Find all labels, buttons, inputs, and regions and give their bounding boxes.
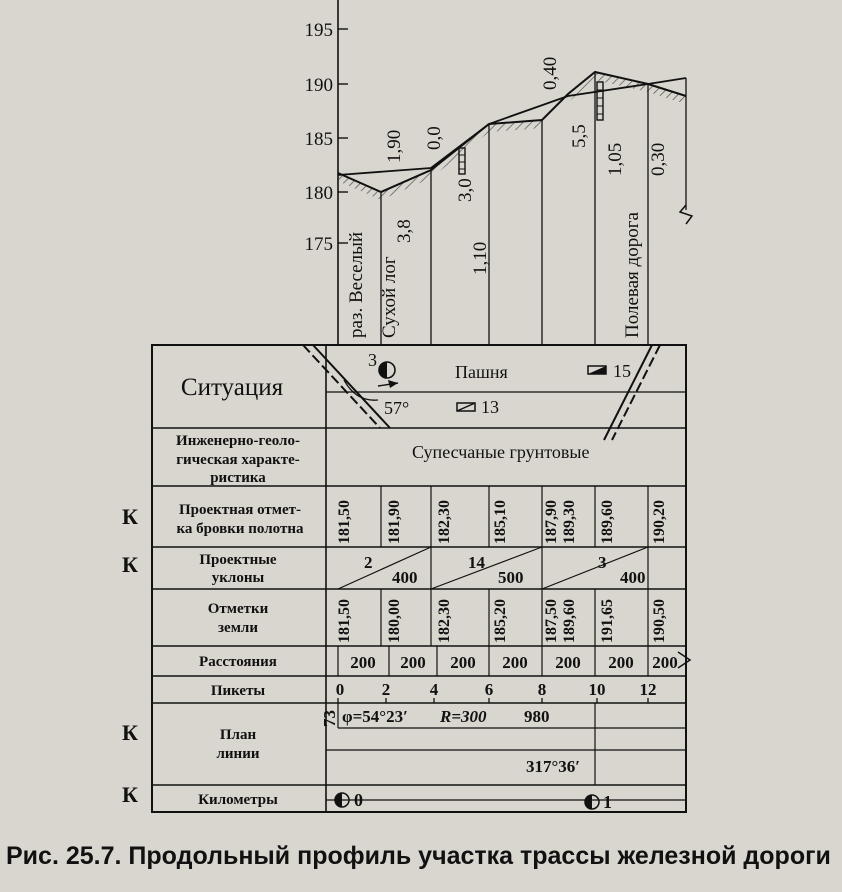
ground-value: 180,00 bbox=[386, 599, 403, 643]
plan-angle: φ=54°23′ bbox=[342, 707, 408, 726]
point-number: 3 bbox=[368, 350, 377, 370]
ground-value: 191,65 bbox=[599, 599, 616, 643]
geology-value: Супесчаные грунтовые bbox=[412, 442, 590, 462]
k-letter: К bbox=[122, 552, 138, 577]
distance-value: 200 bbox=[400, 653, 426, 672]
slope-length: 500 bbox=[498, 568, 524, 587]
design-mark: 190,20 bbox=[651, 500, 668, 544]
ground-marks-label: Отметки bbox=[207, 601, 269, 617]
slope-grade: 14 bbox=[468, 553, 485, 572]
work-mark: 1,90 bbox=[384, 129, 405, 163]
picket-number: 12 bbox=[639, 680, 657, 699]
field-name: Пашня bbox=[455, 362, 508, 382]
marker-13-label: 13 bbox=[481, 397, 499, 417]
design-mark: 189,30 bbox=[561, 500, 578, 544]
figure-caption: Рис. 25.7. Продольный профиль участка трассы железной дороги bbox=[6, 842, 831, 870]
design-mark: 181,90 bbox=[386, 500, 403, 544]
design-mark: 185,10 bbox=[492, 500, 509, 544]
place-name: Сухой лог bbox=[379, 256, 400, 338]
plan-start: 73 bbox=[320, 710, 339, 727]
plan-bearing: 317°36′ bbox=[526, 757, 581, 776]
km-value: 1 bbox=[603, 792, 612, 812]
work-mark: 0,40 bbox=[540, 56, 561, 90]
km-label: Километры bbox=[198, 792, 278, 808]
slopes-label: уклоны bbox=[211, 570, 265, 586]
place-name: Полевая дорога bbox=[622, 212, 643, 338]
ground-value: 181,50 bbox=[336, 599, 353, 643]
distances-label: Расстояния bbox=[199, 654, 277, 670]
y-tick-label: 180 bbox=[304, 183, 333, 204]
work-mark: 3,8 bbox=[394, 219, 415, 243]
y-tick-label: 195 bbox=[304, 20, 333, 41]
distance-value: 200 bbox=[502, 653, 528, 672]
picket-number: 8 bbox=[537, 680, 547, 699]
pickets-label: Пикеты bbox=[210, 683, 266, 699]
marker-13-icon bbox=[457, 403, 475, 411]
distance-value: 200 bbox=[450, 653, 476, 672]
distance-value: 200 bbox=[555, 653, 581, 672]
picket-number: 0 bbox=[335, 680, 345, 699]
km-value: 0 bbox=[354, 790, 363, 810]
y-tick-label: 190 bbox=[304, 75, 333, 96]
distance-value: 200 bbox=[350, 653, 376, 672]
slope-grade: 2 bbox=[364, 553, 373, 572]
slopes-label: Проектные bbox=[199, 552, 277, 568]
ground-value: 189,60 bbox=[561, 599, 578, 643]
work-mark: 5,5 bbox=[569, 124, 590, 148]
picket-number: 4 bbox=[429, 680, 439, 699]
distance-value: 200 bbox=[608, 653, 634, 672]
geology-label: гическая характе- bbox=[176, 452, 300, 468]
slope-grade: 3 bbox=[598, 553, 607, 572]
ground-value: 190,50 bbox=[651, 599, 668, 643]
crossing-angle: 57° bbox=[384, 398, 410, 418]
work-mark: 0,30 bbox=[648, 142, 669, 176]
survey-point-icon bbox=[379, 362, 395, 378]
ground-value: 187,50 bbox=[543, 599, 560, 643]
marker-15-icon bbox=[588, 366, 606, 374]
work-mark: 1,05 bbox=[605, 142, 626, 176]
plan-label: линии bbox=[216, 746, 260, 762]
work-mark: 1,10 bbox=[470, 241, 491, 275]
picket-number: 10 bbox=[588, 680, 606, 699]
y-tick-label: 185 bbox=[304, 129, 333, 150]
km-marker-icon bbox=[585, 795, 599, 809]
plan-radius: R=300 bbox=[440, 707, 487, 726]
y-tick-label: 175 bbox=[304, 234, 333, 255]
k-letter: К bbox=[122, 720, 138, 745]
ground-marks-label: земли bbox=[218, 620, 258, 636]
plan-label: План bbox=[219, 727, 257, 743]
design-marks-label: Проектная отмет- bbox=[178, 502, 302, 518]
design-mark: 181,50 bbox=[336, 500, 353, 544]
k-letter: К bbox=[122, 504, 138, 529]
picket-number: 6 bbox=[484, 680, 494, 699]
k-letter: К bbox=[122, 782, 138, 807]
y-axis-ticks bbox=[338, 29, 348, 243]
situation-label: Ситуация bbox=[180, 374, 284, 401]
work-mark: 3,0 bbox=[455, 178, 476, 202]
place-name: раз. Веселый bbox=[346, 231, 367, 338]
work-mark: 0,0 bbox=[424, 126, 445, 150]
design-mark: 189,60 bbox=[599, 500, 616, 544]
design-mark: 182,30 bbox=[436, 500, 453, 544]
ground-value: 185,20 bbox=[492, 599, 509, 643]
marker-15-label: 15 bbox=[613, 361, 631, 381]
picket-number: 2 bbox=[381, 680, 391, 699]
slope-length: 400 bbox=[620, 568, 646, 587]
distance-value: 200 bbox=[652, 653, 678, 672]
geology-label: ристика bbox=[210, 470, 266, 486]
slope-length: 400 bbox=[392, 568, 418, 587]
geology-label: Инженерно-геоло- bbox=[176, 433, 300, 449]
plan-length: 980 bbox=[524, 707, 550, 726]
design-mark: 187,90 bbox=[543, 500, 560, 544]
ground-value: 182,30 bbox=[436, 599, 453, 643]
design-marks-label: ка бровки полотна bbox=[176, 521, 304, 537]
